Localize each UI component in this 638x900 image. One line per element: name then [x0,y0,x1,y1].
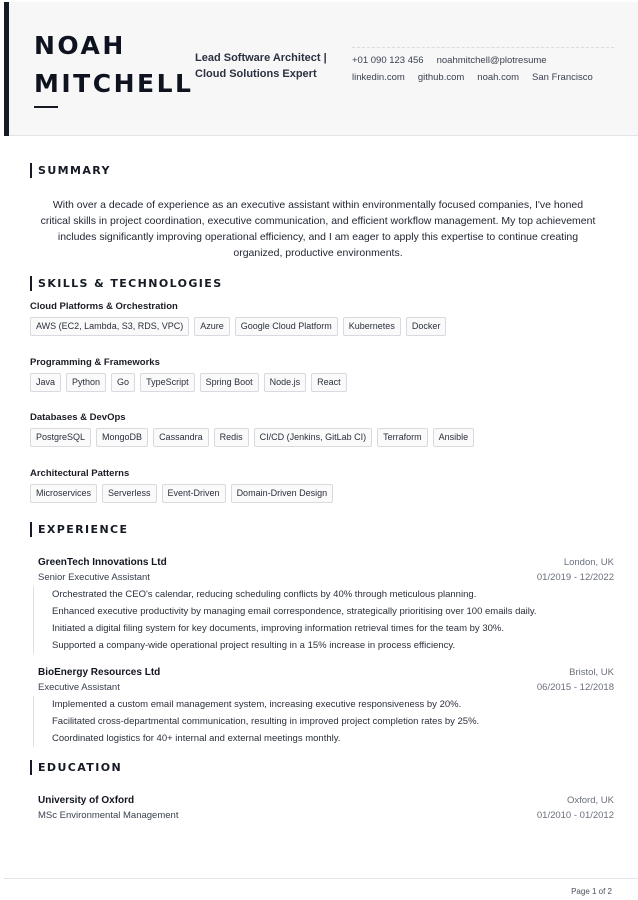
skill-chip: Event-Driven [162,484,226,503]
section-heading-label: EDUCATION [38,761,123,774]
skill-chip: Serverless [102,484,157,503]
job-bullet: Supported a company-wide operational project resulting in a 15% increase in process efficiency. [52,640,456,651]
title-line-2: Cloud Solutions Expert [195,68,317,80]
degree-name: MSc Environmental Management [38,810,179,821]
skill-chip: Google Cloud Platform [235,317,338,336]
job-bullet: Implemented a custom email management system, increasing executive responsiveness by 20%. [52,699,462,710]
section-marker [30,276,32,291]
skill-chip: PostgreSQL [30,428,91,447]
job-bullets [33,586,614,654]
job-bullets [33,696,614,747]
contact-linkedin[interactable]: linkedin.com [352,72,405,83]
school-name: University of Oxford [38,795,135,806]
skill-chip: Azure [194,317,230,336]
job-role: Executive Assistant [38,682,120,693]
job-bullet: Initiated a digital filing system for key documents, improving information retrieval times for the team by 30%. [52,623,504,634]
contact-github[interactable]: github.com [417,72,465,83]
experience-heading [30,522,128,537]
skill-group-title: Architectural Patterns [30,468,130,479]
skill-group-programming [30,357,347,392]
skill-group-architecture [30,468,333,503]
skill-chip: Domain-Driven Design [231,484,334,503]
contact-row-2 [352,72,614,83]
resume-page [4,2,638,900]
skill-chip: Spring Boot [200,373,259,392]
skill-group-title: Databases & DevOps [30,412,126,423]
contact-phone[interactable]: +01 090 123 456 [352,55,424,66]
skills-heading [30,276,223,291]
last-name: MITCHELL [34,69,194,98]
employer-name: BioEnergy Resources Ltd [38,667,161,678]
education-dates: 01/2010 - 01/2012 [536,810,614,821]
skill-chip: Ansible [433,428,475,447]
section-heading-label: SKILLS & TECHNOLOGIES [38,277,223,290]
job-bullet: Facilitated cross-departmental communication, resulting in improved project completion rates by 25%. [52,716,480,727]
skill-group-databases [30,412,474,447]
skill-chip: Redis [214,428,249,447]
skill-chip: Cassandra [153,428,209,447]
job-bullet: Orchestrated the CEO's calendar, reducing scheduling conflicts by 40% through meticulous planning. [52,589,477,600]
summary-heading [30,163,111,178]
page-number: Page 1 of 2 [571,887,612,896]
skill-chip: Node.js [264,373,307,392]
job-dates: 06/2015 - 12/2018 [536,682,614,693]
education-entry [30,795,614,821]
job-entry-greentech [30,557,614,654]
section-marker [30,760,32,775]
skill-chip: Python [66,373,106,392]
job-titles [195,50,327,82]
summary-text: With over a decade of experience as an executive assistant within environmentally focused companies, I've honed critical skills in project coordination, executive communication, and efficient workflow management. My top achievement includes significantly improving operational efficiency, and I am eager to apply this expertise to continue creating organized, productive environments. [40,199,596,259]
job-bullet: Enhanced executive productivity by managing email correspondence, strategically prioritising over 100 emails daily. [52,606,537,617]
contact-city: San Francisco [532,72,593,83]
skill-chip: Go [111,373,135,392]
job-location: Bristol, UK [569,667,614,678]
contact-website[interactable]: noah.com [477,72,520,83]
skill-chip: TypeScript [140,373,195,392]
skill-group-title: Cloud Platforms & Orchestration [30,301,178,312]
employer-name: GreenTech Innovations Ltd [38,557,167,568]
contact-block [352,47,614,83]
resume-header [4,2,638,136]
job-location: London, UK [563,557,614,568]
header-accent-bar [4,2,9,136]
page-footer [4,878,638,896]
section-heading-label: SUMMARY [38,164,111,177]
first-name: NOAH [34,31,126,60]
skill-chip: AWS (EC2, Lambda, S3, RDS, VPC) [30,317,189,336]
education-heading [30,760,122,775]
section-heading-label: EXPERIENCE [38,523,129,536]
contact-email[interactable]: noahmitchell@plotresume [436,55,547,66]
name-underline [34,106,58,108]
skill-chip: Java [30,373,61,392]
skill-chip: CI/CD (Jenkins, GitLab CI) [254,428,373,447]
skill-chip: Docker [406,317,447,336]
school-location: Oxford, UK [567,795,614,806]
section-marker [30,163,32,178]
skill-chip: MongoDB [96,428,148,447]
job-role: Senior Executive Assistant [38,572,150,583]
skill-chip: Terraform [377,428,428,447]
skill-chip: Kubernetes [343,317,401,336]
skill-group-title: Programming & Frameworks [30,357,160,368]
job-dates: 01/2019 - 12/2022 [536,572,614,583]
title-line-1: Lead Software Architect | [195,52,327,64]
skill-group-cloud [30,301,446,336]
job-bullet: Coordinated logistics for 40+ internal and external meetings monthly. [52,733,341,744]
skill-chip: React [311,373,347,392]
skill-chip: Microservices [30,484,97,503]
section-marker [30,522,32,537]
contact-row-1 [352,55,614,66]
candidate-name [34,27,193,103]
job-entry-bioenergy [30,667,614,747]
